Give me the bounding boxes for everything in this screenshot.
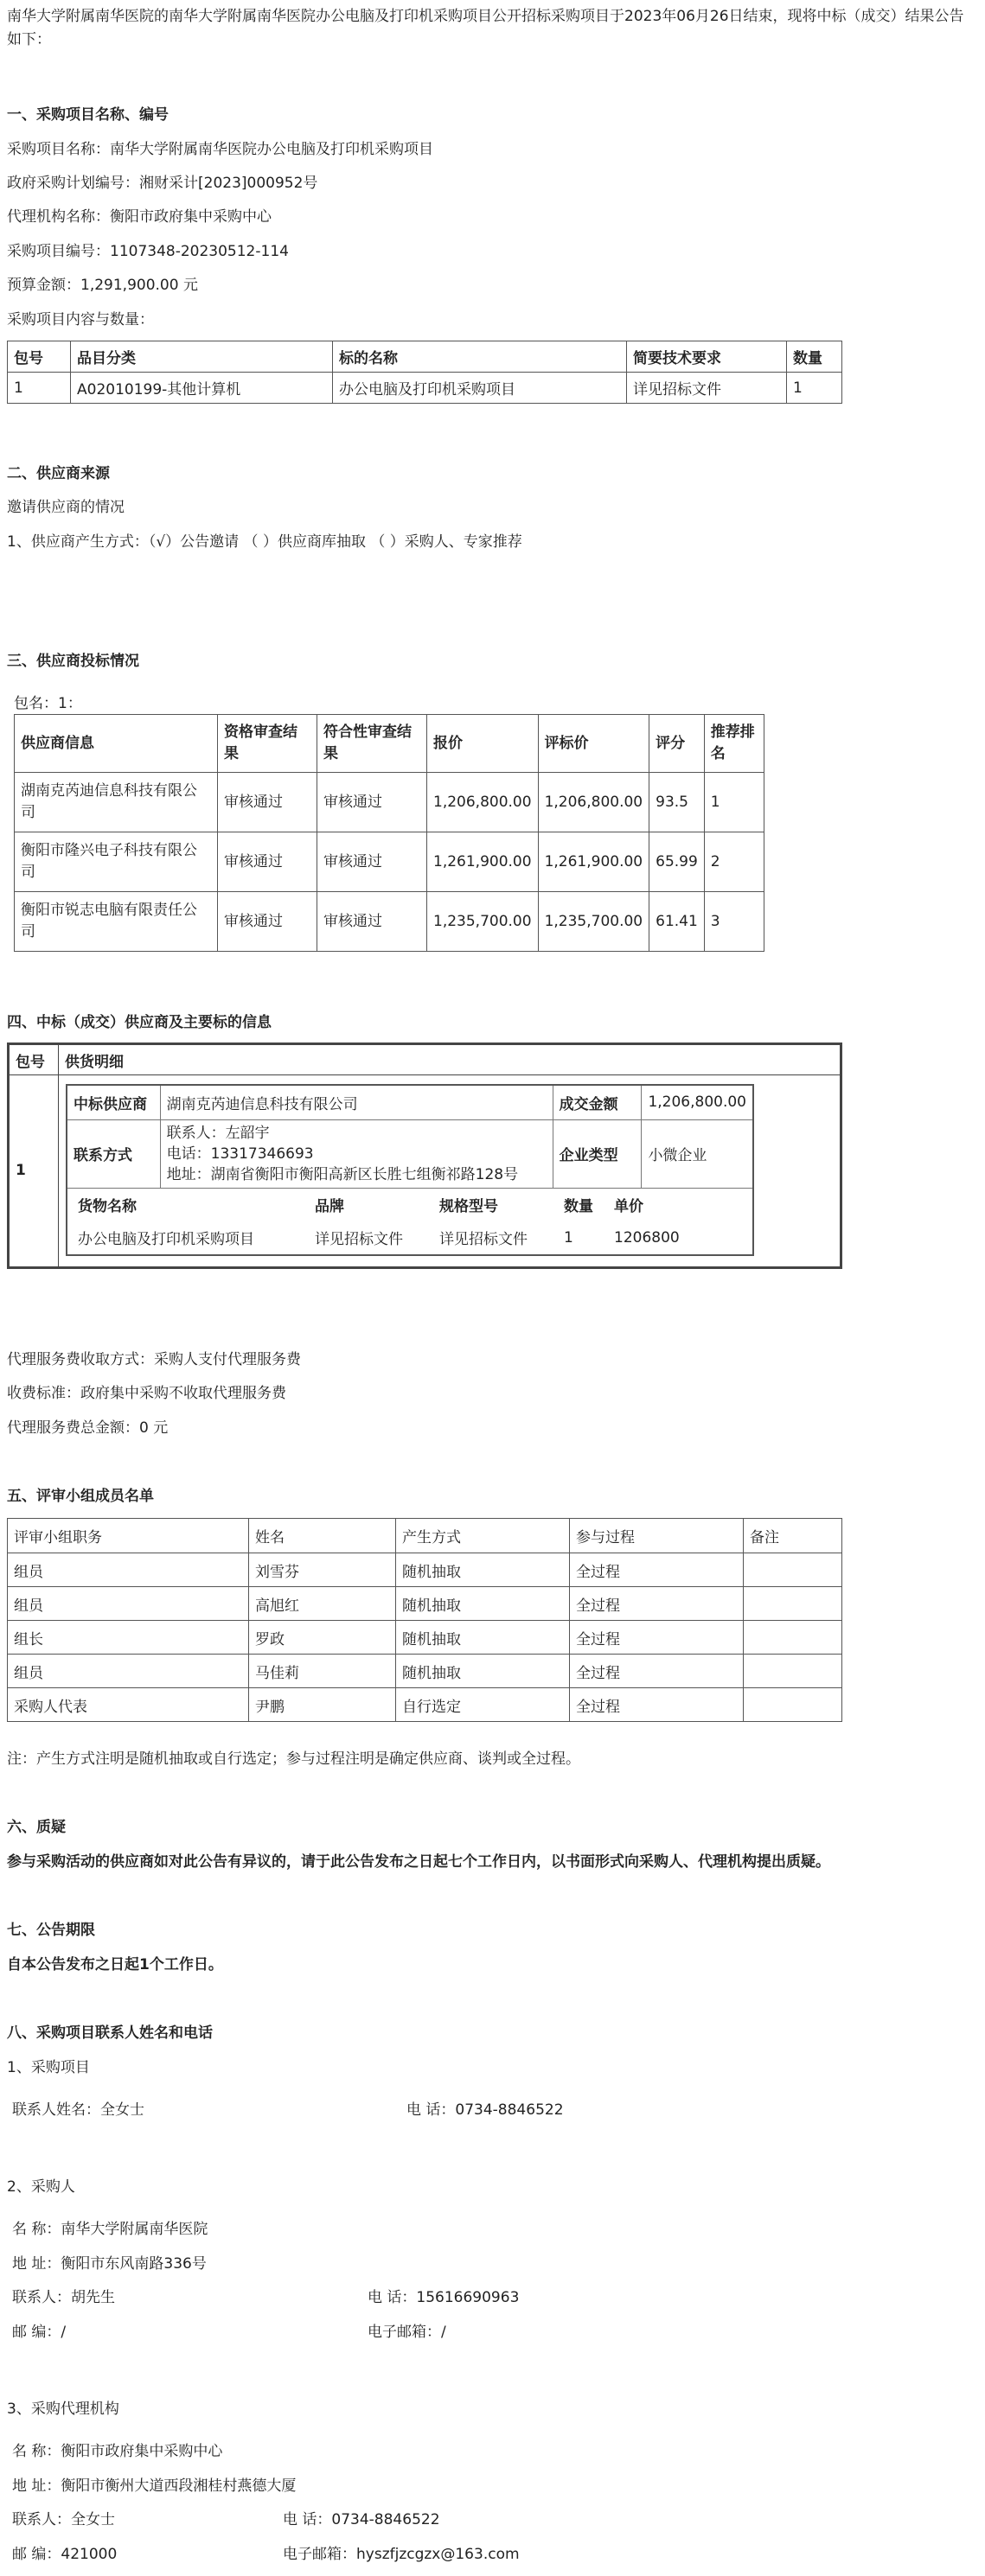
cell: 自行选定 [396, 1688, 570, 1722]
intro-text: 南华大学附属南华医院的南华大学附属南华医院办公电脑及打印机采购项目公开招标采购项目于2023年06月26日结束，现将中标（成交）结果公告如下： [7, 8, 964, 48]
goods-cell [67, 1188, 753, 1255]
table-row [67, 1188, 753, 1255]
supplier-source-method: 1、供应商产生方式：（√）公告邀请 （ ）供应商库抽取 （ ）采购人、专家推荐 [7, 533, 522, 551]
cell: 全过程 [570, 1688, 744, 1722]
col-header: 供应商信息 [15, 715, 218, 773]
cell: 随机抽取 [396, 1655, 570, 1688]
project-contact-phone: 电 话：0734-8846522 [406, 2101, 564, 2119]
section2-title: 二、供应商来源 [7, 465, 110, 482]
challenge-text: 参与采购活动的供应商如对此公告有异议的，请于此公告发布之日起七个工作日内，以书面形式向采购人、代理机构提出质疑。 [7, 1853, 830, 1871]
bid-table [14, 714, 764, 952]
section8-title: 八、采购项目联系人姓名和电话 [7, 2024, 213, 2042]
cell: 高旭红 [249, 1587, 396, 1621]
cell [744, 1655, 842, 1688]
col-header: 符合性审查结果 [317, 715, 427, 773]
cell: 3 [704, 892, 764, 952]
cell: 审核通过 [218, 832, 317, 892]
agency-contact-person: 联系人：全女士 [12, 2511, 115, 2528]
table-row [9, 1075, 841, 1268]
section5-title: 五、评审小组成员名单 [7, 1488, 154, 1505]
purchaser-contact: 联系人：胡先生 [12, 2289, 115, 2306]
col-header: 品目分类 [71, 341, 333, 373]
section4-title: 四、中标（成交）供应商及主要标的信息 [7, 1014, 272, 1031]
cell: 衡阳市锐志电脑有限责任公司 [15, 892, 218, 952]
package-number: 1 [9, 1075, 59, 1268]
winner-info-table [66, 1084, 754, 1256]
table-row [67, 1221, 690, 1254]
supply-detail-cell [59, 1075, 841, 1268]
col-header: 报价 [427, 715, 539, 773]
table-row [8, 373, 842, 404]
col-header: 单价 [614, 1198, 643, 1215]
cell: 1,261,900.00 [538, 832, 649, 892]
cell: 随机抽取 [396, 1587, 570, 1621]
review-note: 注：产生方式注明是随机抽取或自行选定；参与过程注明是确定供应商、谈判或全过程。 [7, 1750, 580, 1768]
contact-phone: 电话：13317346693 [166, 1145, 314, 1163]
contact-info [160, 1119, 553, 1188]
agency-contact-title: 3、采购代理机构 [7, 2401, 119, 2418]
amount-label: 成交金额 [553, 1085, 642, 1119]
table-header-row [9, 1044, 841, 1075]
col-header: 资格审查结果 [218, 715, 317, 773]
table-row [8, 1587, 842, 1621]
cell: 组员 [8, 1553, 249, 1587]
table-row [8, 1655, 842, 1688]
cell: 详见招标文件 [627, 373, 787, 404]
supplier-invite-label: 邀请供应商的情况 [7, 499, 125, 516]
col-header: 品牌 [315, 1198, 344, 1215]
purchaser-title: 2、采购人 [7, 2178, 75, 2196]
table-row [8, 1688, 842, 1722]
cell [744, 1621, 842, 1655]
cell: 组员 [8, 1655, 249, 1688]
cell: 全过程 [570, 1655, 744, 1688]
table-row [15, 773, 764, 832]
deal-amount: 1,206,800.00 [642, 1085, 753, 1119]
cell: 审核通过 [317, 892, 427, 952]
budget-amount: 预算金额：1,291,900.00 元 [7, 277, 198, 294]
cell: 全过程 [570, 1587, 744, 1621]
col-header: 姓名 [249, 1519, 396, 1553]
package-name: 包名：1： [14, 695, 82, 712]
section3-title: 三、供应商投标情况 [7, 653, 139, 670]
cell: 审核通过 [317, 832, 427, 892]
section1-title: 一、采购项目名称、编号 [7, 106, 169, 124]
cell: 随机抽取 [396, 1621, 570, 1655]
cell: A02010199-其他计算机 [71, 373, 333, 404]
contact-address: 地址：湖南省衡阳市衡阳高新区长胜七组衡祁路128号 [166, 1165, 519, 1183]
table-header-row [15, 715, 764, 773]
notice-period-text: 自本公告发布之日起1个工作日。 [7, 1956, 223, 1973]
content-label: 采购项目内容与数量： [7, 311, 154, 328]
contact-label: 联系方式 [67, 1119, 160, 1188]
col-header: 简要技术要求 [627, 341, 787, 373]
cell: 办公电脑及打印机采购项目 [333, 373, 627, 404]
cell: 1 [787, 373, 842, 404]
contact-person: 联系人：左韶宇 [166, 1124, 270, 1142]
type-label: 企业类型 [553, 1119, 642, 1188]
agency-contact-name: 名 称：衡阳市政府集中采购中心 [12, 2443, 223, 2460]
review-panel-table [7, 1518, 842, 1722]
winner-name: 湖南克芮迪信息科技有限公司 [160, 1085, 553, 1119]
col-header: 货物名称 [78, 1198, 137, 1215]
col-header: 参与过程 [570, 1519, 744, 1553]
cell: 详见招标文件 [315, 1231, 403, 1248]
cell: 衡阳市隆兴电子科技有限公司 [15, 832, 218, 892]
table-header-row [8, 341, 842, 373]
cell [744, 1587, 842, 1621]
project-number: 采购项目编号：1107348-20230512-114 [7, 243, 289, 260]
cell: 2 [704, 832, 764, 892]
cell: 1 [704, 773, 764, 832]
cell: 93.5 [649, 773, 705, 832]
agency-contact-zip: 邮 编：421000 [12, 2546, 118, 2563]
section6-title: 六、质疑 [7, 1819, 66, 1836]
cell: 尹鹏 [249, 1688, 396, 1722]
agency-contact-email: 电子邮箱：hyszfjzcgzx@163.com [283, 2546, 520, 2563]
cell: 组长 [8, 1621, 249, 1655]
cell: 马佳莉 [249, 1655, 396, 1688]
cell: 刘雪芬 [249, 1553, 396, 1587]
winner-label: 中标供应商 [67, 1085, 160, 1119]
col-header: 备注 [744, 1519, 842, 1553]
table-header-row [67, 1189, 690, 1221]
col-header: 数量 [564, 1198, 593, 1215]
purchaser-address: 地 址：衡阳市东风南路336号 [12, 2255, 207, 2273]
agency-contact-phone: 电 话：0734-8846522 [283, 2511, 440, 2528]
col-header: 规格型号 [439, 1198, 498, 1215]
cell: 1,261,900.00 [427, 832, 539, 892]
enterprise-type: 小微企业 [642, 1119, 753, 1188]
col-header: 评标价 [538, 715, 649, 773]
winner-table [7, 1043, 842, 1269]
project-contact-title: 1、采购项目 [7, 2059, 90, 2076]
table-row [67, 1119, 753, 1188]
cell [744, 1553, 842, 1587]
fee-total: 代理服务费总金额：0 元 [7, 1419, 169, 1437]
cell: 1,235,700.00 [538, 892, 649, 952]
cell: 1,206,800.00 [427, 773, 539, 832]
col-header: 评分 [649, 715, 705, 773]
col-header: 评审小组职务 [8, 1519, 249, 1553]
cell: 61.41 [649, 892, 705, 952]
cell: 65.99 [649, 832, 705, 892]
cell: 审核通过 [317, 773, 427, 832]
cell: 全过程 [570, 1553, 744, 1587]
plan-number: 政府采购计划编号：湘财采计[2023]000952号 [7, 175, 318, 192]
cell: 随机抽取 [396, 1553, 570, 1587]
cell: 详见招标文件 [439, 1231, 528, 1248]
table-row [8, 1553, 842, 1587]
cell: 1,235,700.00 [427, 892, 539, 952]
project-contact-name: 联系人姓名：全女士 [12, 2101, 144, 2119]
project-content-table [7, 341, 842, 404]
table-row [8, 1621, 842, 1655]
cell: 1206800 [614, 1228, 680, 1247]
agency-contact-address: 地 址：衡阳市衡州大道西段湘桂村燕德大厦 [12, 2477, 297, 2495]
cell: 审核通过 [218, 892, 317, 952]
table-header-row [8, 1519, 842, 1553]
cell: 全过程 [570, 1621, 744, 1655]
table-row [15, 892, 764, 952]
col-header: 供货明细 [59, 1044, 841, 1075]
fee-standard: 收费标准：政府集中采购不收取代理服务费 [7, 1385, 286, 1402]
purchaser-zip: 邮 编：/ [12, 2324, 67, 2341]
table-row [67, 1085, 753, 1119]
col-header: 产生方式 [396, 1519, 570, 1553]
cell: 湖南克芮迪信息科技有限公司 [15, 773, 218, 832]
cell: 1,206,800.00 [538, 773, 649, 832]
cell: 审核通过 [218, 773, 317, 832]
purchaser-email: 电子邮箱：/ [368, 2324, 446, 2341]
cell: 1 [564, 1228, 573, 1247]
cell: 罗政 [249, 1621, 396, 1655]
col-header: 包号 [9, 1044, 59, 1075]
purchaser-name: 名 称：南华大学附属南华医院 [12, 2221, 208, 2238]
col-header: 推荐排名 [704, 715, 764, 773]
agency-name: 代理机构名称：衡阳市政府集中采购中心 [7, 208, 272, 226]
section7-title: 七、公告期限 [7, 1922, 95, 1939]
col-header: 包号 [8, 341, 71, 373]
cell [744, 1688, 842, 1722]
cell: 组员 [8, 1587, 249, 1621]
cell: 1 [8, 373, 71, 404]
col-header: 数量 [787, 341, 842, 373]
col-header: 标的名称 [333, 341, 627, 373]
fee-method: 代理服务费收取方式：采购人支付代理服务费 [7, 1351, 301, 1368]
cell: 办公电脑及打印机采购项目 [78, 1231, 254, 1248]
cell: 采购人代表 [8, 1688, 249, 1722]
goods-table [67, 1189, 690, 1254]
purchaser-phone: 电 话：15616690963 [368, 2289, 520, 2306]
table-row [15, 832, 764, 892]
project-name: 采购项目名称：南华大学附属南华医院办公电脑及打印机采购项目 [7, 141, 433, 158]
